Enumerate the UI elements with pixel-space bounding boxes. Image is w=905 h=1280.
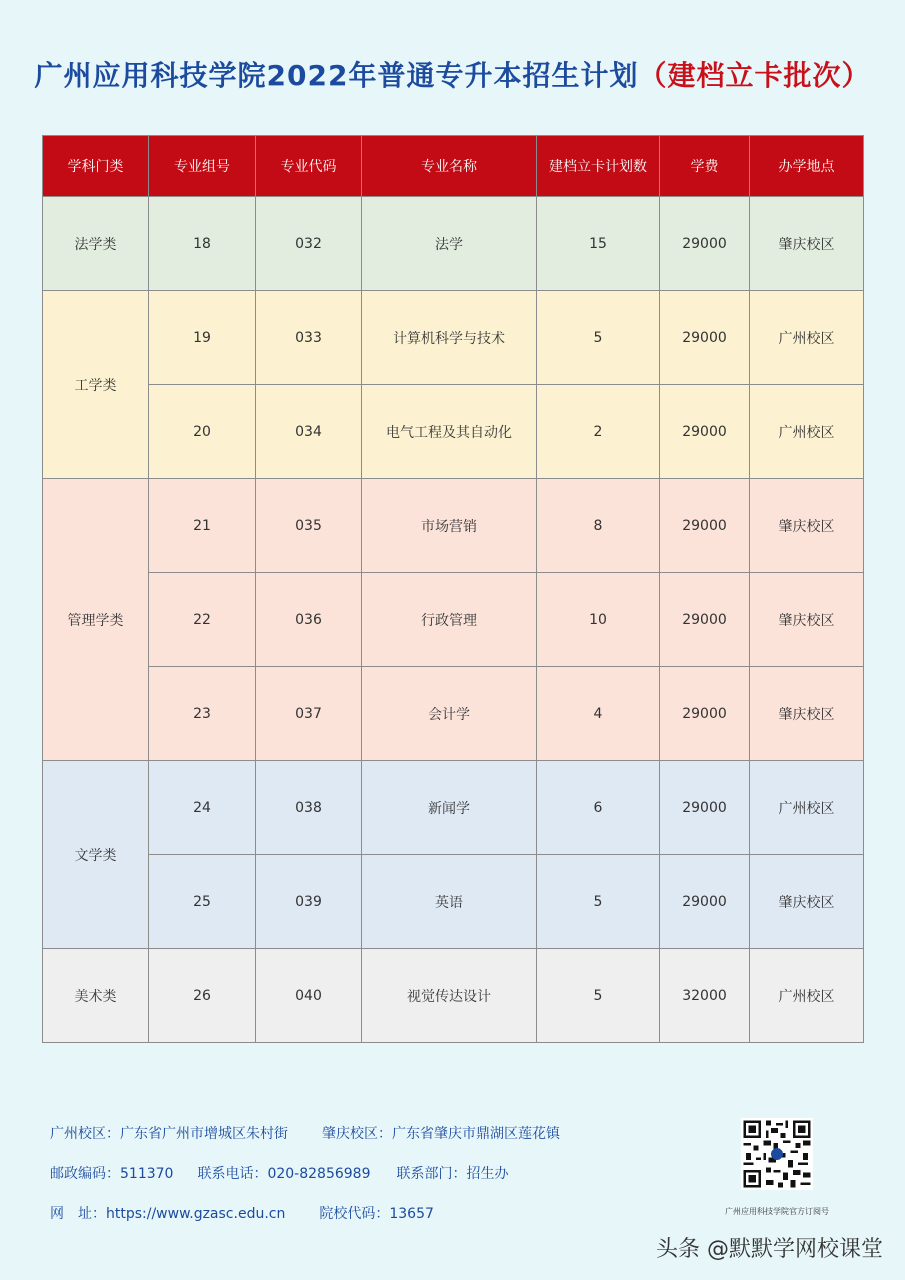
qr-code-icon[interactable] — [741, 1118, 813, 1190]
campus-cell: 肇庆校区 — [750, 667, 864, 761]
name-cell: 计算机科学与技术 — [362, 291, 537, 385]
campus-cell: 广州校区 — [750, 385, 864, 479]
phone: 联系电话：020-82856989 — [197, 1166, 371, 1182]
postcode: 邮政编码：511370 — [50, 1166, 174, 1182]
title-sub: （建档立卡批次） — [638, 59, 871, 92]
contact-dept: 联系部门：招生办 — [396, 1166, 509, 1182]
table-row — [43, 197, 864, 291]
code-cell: 033 — [256, 291, 362, 385]
group-no-cell: 26 — [149, 949, 256, 1043]
header-name: 专业名称 — [362, 136, 537, 197]
group-no-cell: 22 — [149, 573, 256, 667]
fee-cell: 32000 — [660, 949, 750, 1043]
fee-cell: 29000 — [660, 573, 750, 667]
group-no-cell: 19 — [149, 291, 256, 385]
table-row — [43, 761, 864, 855]
category-cell: 法学类 — [43, 197, 149, 291]
name-cell: 新闻学 — [362, 761, 537, 855]
group-law — [43, 197, 864, 291]
gz-campus-address: 广州校区：广东省广州市增城区朱村街 — [50, 1126, 288, 1142]
name-cell: 电气工程及其自动化 — [362, 385, 537, 479]
plan-cell: 6 — [537, 761, 660, 855]
plan-cell: 8 — [537, 479, 660, 573]
title-main: 广州应用科技学院2022年普通专升本招生计划 — [34, 59, 639, 92]
table-row — [43, 573, 864, 667]
code-cell: 040 — [256, 949, 362, 1043]
campus-cell: 广州校区 — [750, 291, 864, 385]
group-art — [43, 949, 864, 1043]
group-no-cell: 20 — [149, 385, 256, 479]
plan-cell: 5 — [537, 291, 660, 385]
plan-cell: 15 — [537, 197, 660, 291]
header-category: 学科门类 — [43, 136, 149, 197]
group-no-cell: 23 — [149, 667, 256, 761]
table-header-row — [43, 136, 864, 197]
table-row — [43, 855, 864, 949]
fee-cell: 29000 — [660, 479, 750, 573]
qr-caption: 广州应用科技学院官方订阅号 — [725, 1207, 829, 1216]
campus-cell: 肇庆校区 — [750, 573, 864, 667]
page-title — [0, 54, 905, 94]
code-cell: 032 — [256, 197, 362, 291]
fee-cell: 29000 — [660, 667, 750, 761]
header-code: 专业代码 — [256, 136, 362, 197]
name-cell: 市场营销 — [362, 479, 537, 573]
header-fee: 学费 — [660, 136, 750, 197]
group-no-cell: 21 — [149, 479, 256, 573]
website-link[interactable]: 网 址：https://www.gzasc.edu.cn — [50, 1206, 286, 1222]
code-cell: 034 — [256, 385, 362, 479]
header-group-no: 专业组号 — [149, 136, 256, 197]
campus-cell: 肇庆校区 — [750, 197, 864, 291]
table-row — [43, 949, 864, 1043]
category-cell: 工学类 — [43, 291, 149, 479]
plan-cell: 5 — [537, 949, 660, 1043]
table-row — [43, 291, 864, 385]
fee-cell: 29000 — [660, 291, 750, 385]
qr-block — [722, 1118, 832, 1217]
group-no-cell: 24 — [149, 761, 256, 855]
group-engineering — [43, 291, 864, 479]
plan-cell: 4 — [537, 667, 660, 761]
name-cell: 法学 — [362, 197, 537, 291]
enrollment-plan-table — [42, 135, 864, 1043]
group-management — [43, 479, 864, 761]
name-cell: 视觉传达设计 — [362, 949, 537, 1043]
category-cell: 管理学类 — [43, 479, 149, 761]
campus-cell: 肇庆校区 — [750, 479, 864, 573]
code-cell: 039 — [256, 855, 362, 949]
name-cell: 英语 — [362, 855, 537, 949]
code-cell: 036 — [256, 573, 362, 667]
plan-cell: 10 — [537, 573, 660, 667]
plan-cell: 2 — [537, 385, 660, 479]
fee-cell: 29000 — [660, 761, 750, 855]
group-literature — [43, 761, 864, 949]
table-row — [43, 385, 864, 479]
header-plan: 建档立卡计划数 — [537, 136, 660, 197]
table-row — [43, 667, 864, 761]
campus-cell: 广州校区 — [750, 761, 864, 855]
fee-cell: 29000 — [660, 197, 750, 291]
header-campus: 办学地点 — [750, 136, 864, 197]
code-cell: 037 — [256, 667, 362, 761]
table-row — [43, 479, 864, 573]
category-cell: 美术类 — [43, 949, 149, 1043]
name-cell: 行政管理 — [362, 573, 537, 667]
code-cell: 035 — [256, 479, 362, 573]
name-cell: 会计学 — [362, 667, 537, 761]
code-cell: 038 — [256, 761, 362, 855]
campus-cell: 广州校区 — [750, 949, 864, 1043]
fee-cell: 29000 — [660, 385, 750, 479]
group-no-cell: 18 — [149, 197, 256, 291]
category-cell: 文学类 — [43, 761, 149, 949]
watermark: 头条 @默默学网校课堂 — [656, 1237, 883, 1262]
plan-cell: 5 — [537, 855, 660, 949]
zq-campus-address: 肇庆校区：广东省肇庆市鼎湖区莲花镇 — [322, 1126, 560, 1142]
group-no-cell: 25 — [149, 855, 256, 949]
fee-cell: 29000 — [660, 855, 750, 949]
campus-cell: 肇庆校区 — [750, 855, 864, 949]
school-code: 院校代码：13657 — [319, 1206, 434, 1222]
contact-info — [50, 1114, 560, 1234]
